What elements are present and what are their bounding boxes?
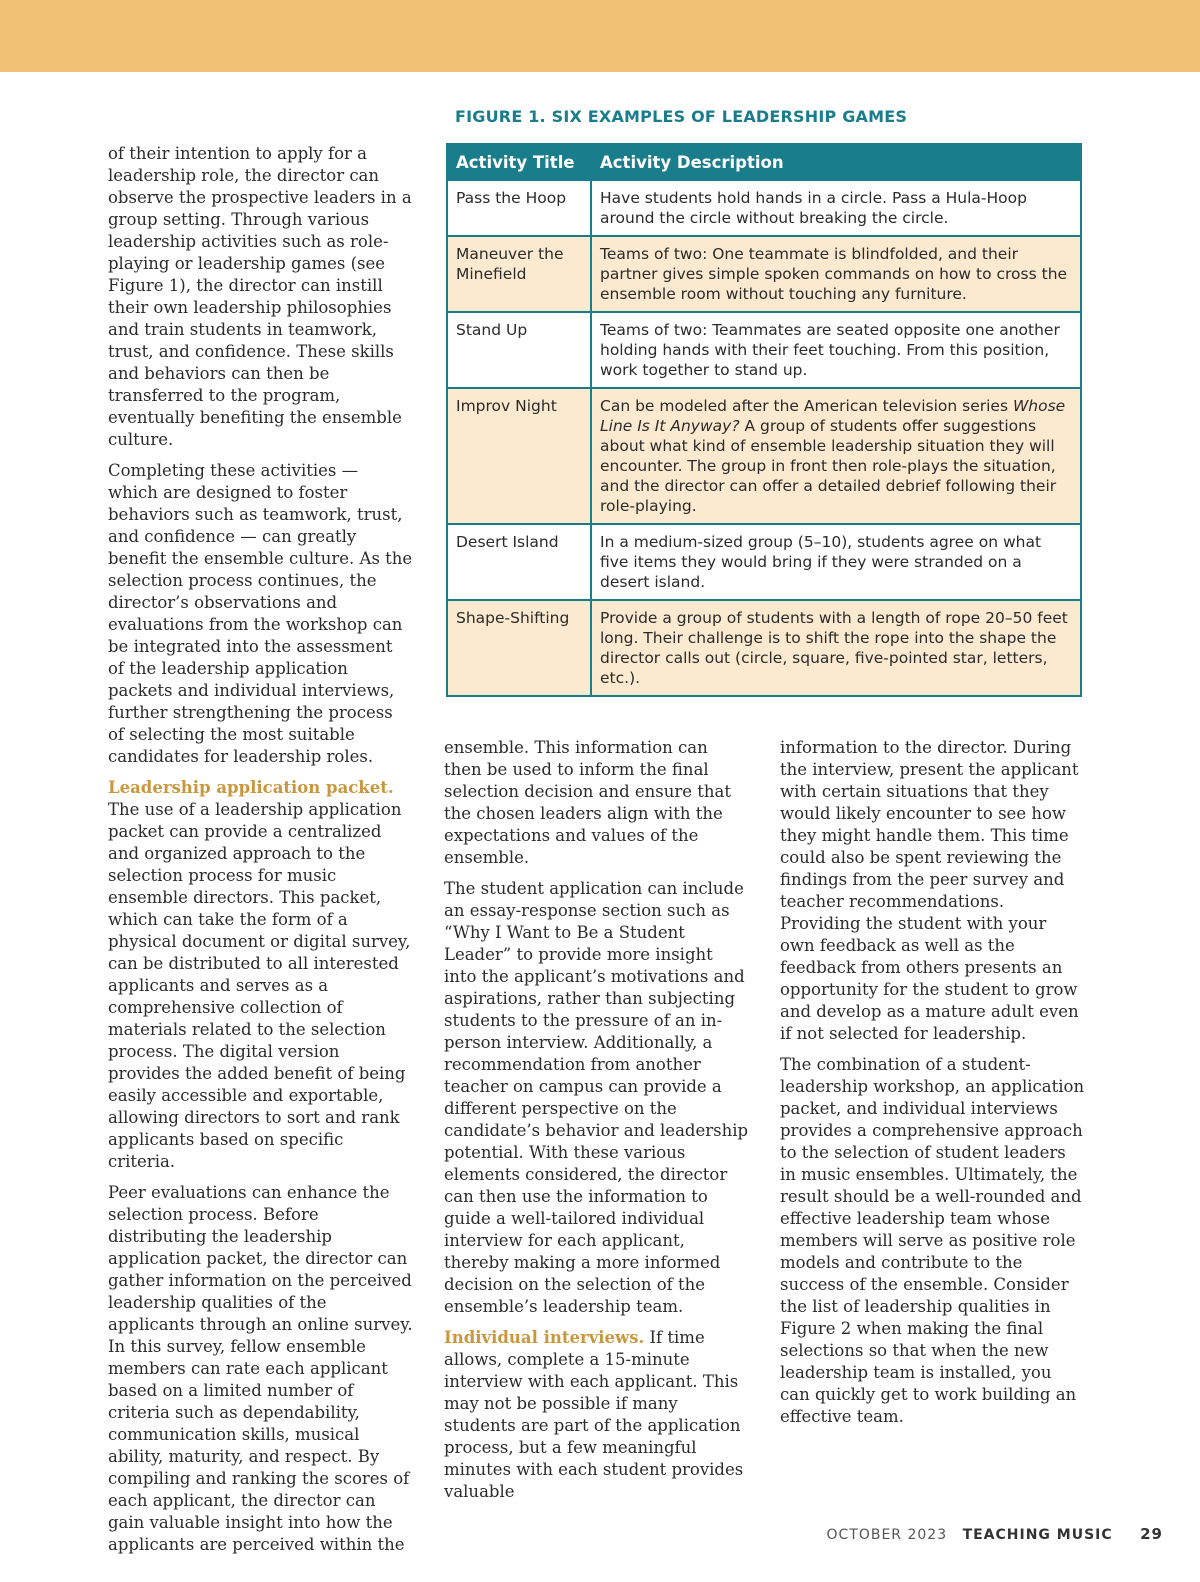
section-heading: Individual interviews.: [444, 1328, 645, 1347]
description-text: A group of students offer suggestions about what kind of ensemble leadership situation they will encounter. The group in front then role-plays the situation, and the director can offer a detailed debrief following their role-playing.: [600, 417, 1057, 515]
column-header-description: Activity Description: [591, 144, 1081, 180]
paragraph: The student application can include an essay-response section such as “Why I Want to Be a Student Leader” to provide more insight into the applicant’s motivations and aspirations, rather than subjecting students to the pressure of an in-person interview. Additionally, a recommendation from another teacher on campus can provide a different perspective on the candidate’s behavior and leadership potential. With these various elements considered, the director can then use the information to guide a well-tailored individual interview for each applicant, thereby making a more informed decision on the selection of the ensemble’s leadership team.: [444, 879, 749, 1316]
figure-title: FIGURE 1. SIX EXAMPLES OF LEADERSHIP GAMES: [455, 107, 908, 126]
issue-date: OCTOBER 2023: [826, 1527, 948, 1543]
article-column-2: [444, 737, 749, 1512]
header-color-band: [0, 0, 1200, 72]
table-row: [447, 524, 1081, 600]
paragraph: information to the director. During the interview, present the applicant with certain situations that they would likely encounter to see how they might handle them. This time could also be spent reviewing the findings from the peer survey and teacher recommendations. Providing the student with your own feedback as well as the feedback from others presents an opportunity for the student to grow and develop as a mature adult even if not selected for leadership.: [780, 738, 1079, 1043]
table-header-row: [447, 144, 1081, 180]
leadership-games-table: [446, 143, 1082, 697]
show-title: Whose Line Is It Anyway?: [600, 397, 1066, 435]
paragraph-body: The use of a leadership application packet can provide a centralized and organized approach to the selection process for music ensemble directors. This packet, which can take the form of a physical document or digital survey, can be distributed to all interested applicants and serves as a comprehensive collection of materials related to the selection process. The digital version provides the added benefit of being easily accessible and exportable, allowing directors to sort and rank applicants based on specific criteria.: [108, 800, 411, 1171]
activity-description: Have students hold hands in a circle. Pass a Hula-Hoop around the circle without breaking the circle.: [591, 180, 1081, 236]
paragraph: of their intention to apply for a leadership role, the director can observe the prospective leaders in a group setting. Through various leadership activities such as role-playing or leadership games (see Figure 1), the director can instill their own leadership philosophies and train students in teamwork, trust, and confidence. These skills and behaviors can then be transferred to the program, eventually benefiting the ensemble culture.: [108, 144, 412, 449]
paragraph: [108, 777, 413, 1173]
activity-description: Teams of two: Teammates are seated opposite one another holding hands with their feet touching. From this position, work together to stand up.: [591, 312, 1081, 388]
table-row: [447, 236, 1081, 312]
activity-title: Desert Island: [447, 524, 591, 600]
activity-description: [591, 388, 1081, 524]
activity-title: Improv Night: [447, 388, 591, 524]
activity-title: Maneuver the Minefield: [447, 236, 591, 312]
paragraph-body: If time allows, complete a 15-minute interview with each applicant. This may not be possible if many students are part of the application process, but a few meaningful minutes with each student provides valuable: [444, 1328, 744, 1501]
paragraph: ensemble. This information can then be used to inform the final selection decision and ensure that the chosen leaders align with the expectations and values of the ensemble.: [444, 738, 732, 867]
article-column-3: [780, 737, 1085, 1437]
activity-title: Stand Up: [447, 312, 591, 388]
magazine-name: TEACHING MUSIC: [962, 1527, 1113, 1543]
activity-title: Pass the Hoop: [447, 180, 591, 236]
table-row: [447, 388, 1081, 524]
page-number: 29: [1140, 1525, 1163, 1543]
paragraph: Peer evaluations can enhance the selection process. Before distributing the leadership application packet, the director can gather information on the perceived leadership qualities of the applicants through an online survey. In this survey, fellow ensemble members can rate each applicant based on a limited number of criteria such as dependability, communication skills, musical ability, maturity, and respect. By compiling and ranking the scores of each applicant, the director can gain valuable insight into how the applicants are perceived within the: [108, 1183, 413, 1554]
paragraph: The combination of a student-leadership workshop, an application packet, and individual interviews provides a comprehensive approach to the selection of student leaders in music ensembles. Ultimately, the result should be a well-rounded and effective leadership team whose members will serve as positive role models and contribute to the success of the ensemble. Consider the list of leadership qualities in Figure 2 when making the final selections so that when the new leadership team is installed, you can quickly get to work building an effective team.: [780, 1055, 1085, 1426]
paragraph: [444, 1327, 749, 1503]
section-heading: Leadership application packet.: [108, 778, 394, 797]
activity-title: Shape-Shifting: [447, 600, 591, 696]
activity-description: In a medium-sized group (5–10), students agree on what five items they would bring if they were stranded on a desert island.: [591, 524, 1081, 600]
table-row: [447, 600, 1081, 696]
article-column-1: [108, 143, 413, 1565]
column-header-title: Activity Title: [447, 144, 591, 180]
activity-description: Provide a group of students with a length of rope 20–50 feet long. Their challenge is to shift the rope into the shape the director calls out (circle, square, five-pointed star, letters, etc.).: [591, 600, 1081, 696]
page-footer: [826, 1525, 1163, 1543]
table-row: [447, 180, 1081, 236]
table-row: [447, 312, 1081, 388]
activity-description: Teams of two: One teammate is blindfolded, and their partner gives simple spoken commands on how to cross the ensemble room without touching any furniture.: [591, 236, 1081, 312]
paragraph: Completing these activities — which are designed to foster behaviors such as teamwork, trust, and confidence — can greatly benefit the ensemble culture. As the selection process continues, the director’s observations and evaluations from the workshop can be integrated into the assessment of the leadership application packets and individual interviews, further strengthening the process of selecting the most suitable candidates for leadership roles.: [108, 461, 413, 766]
description-text: Can be modeled after the American television series: [600, 397, 1013, 415]
